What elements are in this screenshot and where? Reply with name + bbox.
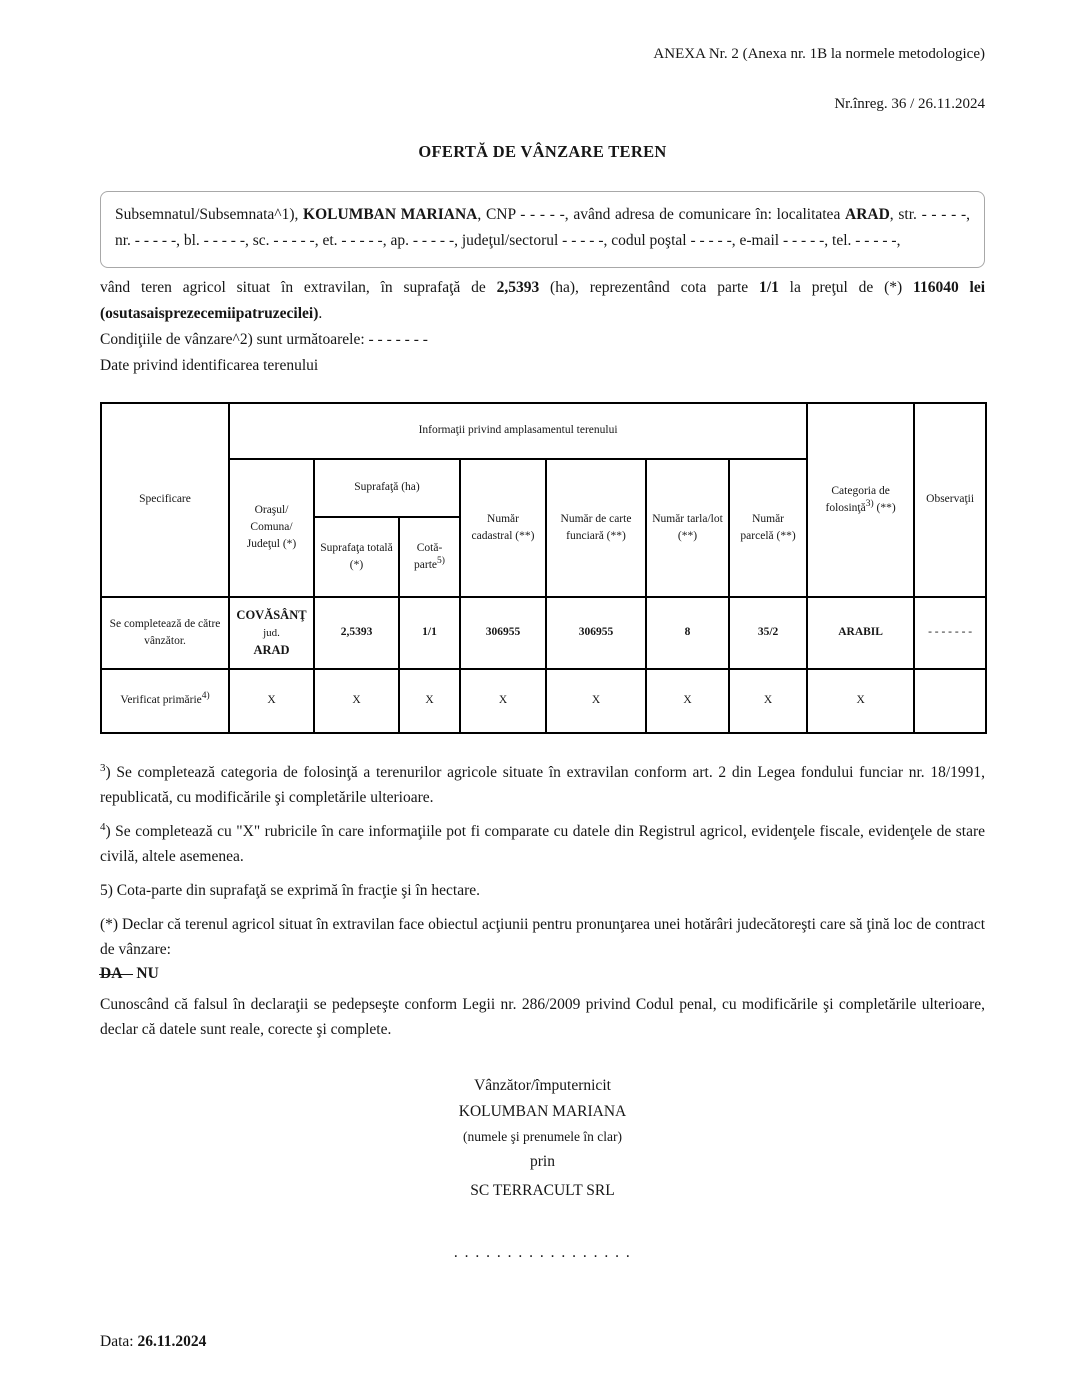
annex-heading: ANEXA Nr. 2 (Anexa nr. 1B la normele metodologice) xyxy=(653,46,985,62)
header-oras-line1: Oraşul/ xyxy=(254,503,289,516)
signature-name: KOLUMBAN MARIANA xyxy=(458,1103,627,1121)
header-numar-cadastral: Număr cadastral (**) xyxy=(460,459,546,597)
sale-conditions-line: Condiţiile de vânzare^2) sunt următoarele: - - - - - - - xyxy=(100,330,428,348)
date-line xyxy=(100,1333,985,1351)
seller-city: ARAD xyxy=(845,206,890,223)
header-suprafata-group: Suprafaţă (ha) xyxy=(314,459,460,517)
verify-data-row xyxy=(101,669,986,733)
header-numar-carte: Număr de carte funciară (**) xyxy=(546,459,646,597)
header-numar-tarla: Număr tarla/lot (**) xyxy=(646,459,729,597)
header-cota-parte xyxy=(399,517,460,597)
identification-heading: Date privind identificarea terenului xyxy=(100,356,319,374)
da-option-struck: DA xyxy=(100,964,123,982)
seller-parcela: 35/2 xyxy=(729,597,807,669)
signature-note: (numele şi prenumele în clar) xyxy=(463,1128,622,1144)
penal-declaration: Cunoscând că falsul în declaraţii se pedepseşte conform Legii nr. 286/2009 privind Codul penal, cu modificările şi completările ulterioare, declar că datele sunt reale, corecte şi complete. xyxy=(100,995,985,1038)
sale-paragraph xyxy=(100,275,985,327)
header-suprafata-totala: Suprafaţa totală (*) xyxy=(314,517,399,597)
signature-role: Vânzător/împuternicit xyxy=(474,1076,611,1094)
verify-mark-suprafata: X xyxy=(314,669,399,733)
verify-mark-cota: X xyxy=(399,669,460,733)
footnote-3-marker: 3 xyxy=(100,761,106,774)
header-oras xyxy=(229,459,314,597)
ownership-share: 1/1 xyxy=(759,278,779,296)
seller-cota: 1/1 xyxy=(399,597,460,669)
subscriber-info-box xyxy=(100,191,985,268)
verify-label-text: Verificat primărie xyxy=(120,694,202,707)
intro-text-3: , str. - - - - -, nr. - - - - -, bl. - - - - -, sc. - - - - -, et. - - - - -, ap. - - - - -, judeţul/sectorul - - - - -, codul poştal - - - - -, e-mail - - - - -, tel. - - - - -, xyxy=(115,206,970,250)
seller-categoria: ARABIL xyxy=(807,597,914,669)
sale-text-5: . xyxy=(318,304,323,322)
header-specificare: Specificare xyxy=(101,403,229,597)
footnote-4-marker: 4 xyxy=(100,820,106,833)
seller-suprafata: 2,5393 xyxy=(314,597,399,669)
header-numar-parcela: Număr parcelă (**) xyxy=(729,459,807,597)
verify-row-label xyxy=(101,669,229,733)
seller-name: KOLUMBAN MARIANA xyxy=(303,206,478,223)
header-oras-line3: Judeţul (*) xyxy=(246,538,297,551)
footnote-5: 5) Cota-parte din suprafaţă se exprimă în fracţie şi în hectare. xyxy=(100,882,481,900)
da-nu-choice xyxy=(100,965,985,983)
signature-prin: prin xyxy=(530,1153,555,1171)
price-in-words: (osutasaisprezecemiipatruzecilei) xyxy=(100,304,319,322)
registration-number: Nr.înreg. 36 / 26.11.2024 xyxy=(834,96,985,112)
footnote-4 xyxy=(100,819,985,869)
header-categoria-stars: (**) xyxy=(873,501,896,514)
seller-carte: 306955 xyxy=(546,597,646,669)
sale-text-3: la preţul de (*) xyxy=(778,278,914,296)
signature-block xyxy=(100,1078,985,1261)
sale-text-2: (ha), reprezentând cota parte xyxy=(539,278,760,296)
seller-tarla: 8 xyxy=(646,597,729,669)
header-oras-line2: Comuna/ xyxy=(250,521,293,534)
header-cota-text: Cotă-parte xyxy=(414,541,443,571)
seller-row-label: Se completează de către vânzător. xyxy=(101,597,229,669)
seller-observatii: - - - - - - - xyxy=(914,597,986,669)
header-categoria xyxy=(807,403,914,597)
seller-oras-cell xyxy=(229,597,314,669)
seller-county: ARAD xyxy=(253,643,290,658)
seller-commune: COVĂSÂNŢ xyxy=(236,607,307,622)
date-value: 26.11.2024 xyxy=(137,1332,207,1350)
verify-mark-categoria: X xyxy=(807,669,914,733)
land-area: 2,5393 xyxy=(496,278,540,296)
sale-text-1: vând teren agricol situat în extravilan, în suprafaţă de xyxy=(100,278,497,296)
date-label: Data: xyxy=(100,1332,138,1350)
header-cota-footnote-ref: 5) xyxy=(437,555,445,566)
verify-mark-tarla: X xyxy=(646,669,729,733)
footnote-3-text: ) Se completează categoria de folosinţă a terenurilor agricole situate în extravilan conform art. 2 din Legea fondului funciar nr. 18/1991, republicată, cu modificările şi completările ulterioare. xyxy=(100,763,985,806)
footnote-3 xyxy=(100,760,985,810)
sale-price: 116040 lei xyxy=(913,278,986,296)
header-observatii: Observaţii xyxy=(914,403,986,597)
verify-label-footnote-ref: 4) xyxy=(201,691,210,702)
footnote-star: (*) Declar că terenul agricol situat în extravilan face obiectul acţiunii pentru pronunţarea unei hotărâri judecătoreşti care să ţină loc de contract de vânzare: xyxy=(100,916,985,959)
page-title: OFERTĂ DE VÂNZARE TEREN xyxy=(418,142,667,161)
intro-text-1: Subsemnatul/Subsemnata^1), xyxy=(115,206,304,223)
footnote-4-text: ) Se completează cu "X" rubricile în care informaţiile pot fi comparate cu datele din Registrul agricol, evidenţele fiscale, evidenţele de stare civilă, altele asemenea. xyxy=(100,823,985,866)
seller-cadastral: 306955 xyxy=(460,597,546,669)
land-identification-table xyxy=(100,402,987,734)
signature-company: SC TERRACULT SRL xyxy=(470,1181,615,1199)
verify-observatii xyxy=(914,669,986,733)
signature-dotted-line: . . . . . . . . . . . . . . . . . xyxy=(453,1244,632,1262)
intro-text-2: , CNP - - - - -, având adresa de comunicare în: localitatea xyxy=(477,206,846,223)
verify-mark-carte: X xyxy=(546,669,646,733)
seller-data-row xyxy=(101,597,986,669)
seller-jud-label: jud. xyxy=(263,626,280,639)
verify-mark-oras: X xyxy=(229,669,314,733)
nu-option: NU xyxy=(136,964,159,982)
verify-mark-cadastral: X xyxy=(460,669,546,733)
verify-mark-parcela: X xyxy=(729,669,807,733)
header-info-span: Informaţii privind amplasamentul terenului xyxy=(229,403,807,459)
header-categoria-text: Categoria de folosinţă xyxy=(825,484,890,514)
header-categoria-footnote-ref: 3) xyxy=(865,498,874,509)
